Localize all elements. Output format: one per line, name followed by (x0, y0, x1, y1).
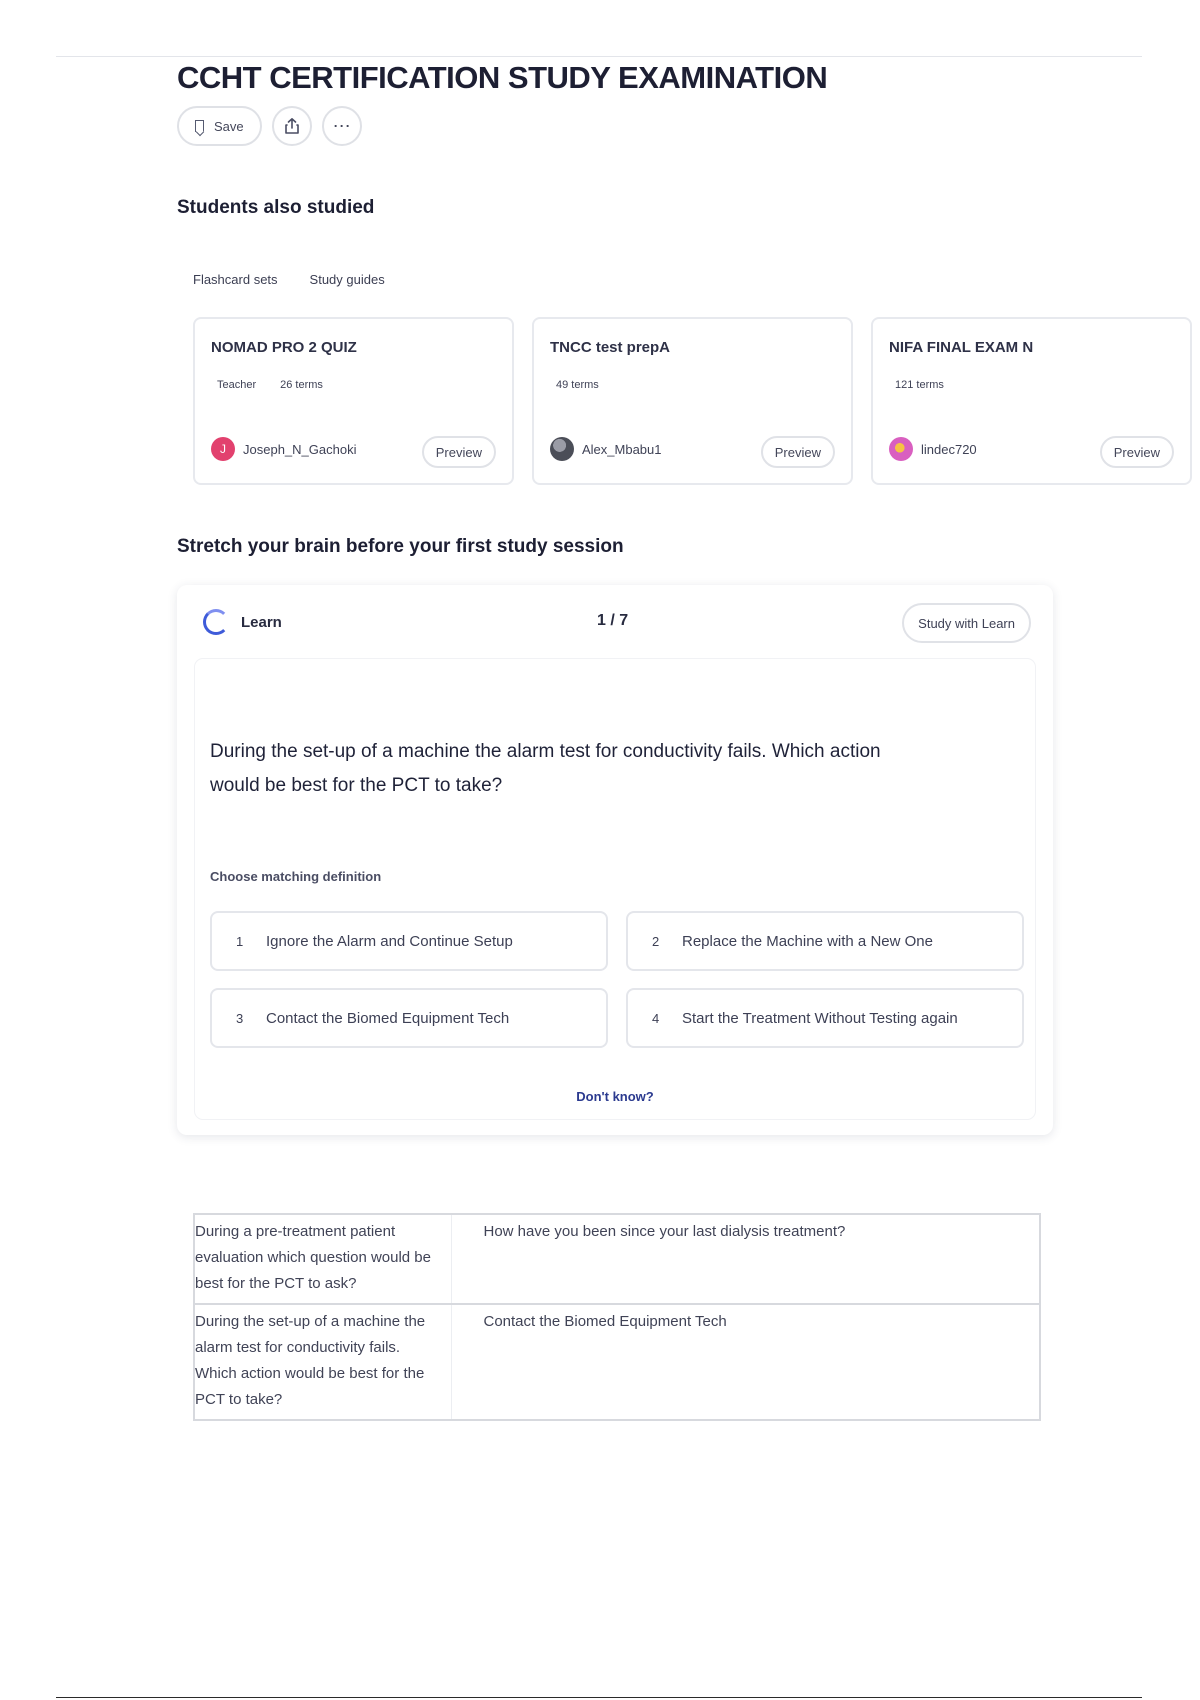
related-sets-carousel (193, 317, 1160, 487)
set-card-meta (556, 379, 599, 391)
choose-label: Choose matching definition (210, 869, 382, 884)
option-text: Start the Treatment Without Testing again (682, 1009, 958, 1027)
bookmark-icon (195, 120, 204, 132)
avatar (889, 437, 913, 461)
answer-option-2[interactable] (626, 911, 1024, 971)
set-card-meta (217, 379, 323, 391)
term-cell: During the set-up of a machine the alarm test for conductivity fails. Which action would be best for the PCT to take? (194, 1304, 451, 1420)
author-name: Joseph_N_Gachoki (243, 441, 357, 457)
tab-flashcard-sets[interactable]: Flashcard sets (193, 272, 278, 287)
question-progress: 1 / 7 (597, 612, 629, 629)
tab-study-guides[interactable]: Study guides (309, 272, 385, 287)
save-button[interactable] (177, 106, 262, 146)
option-number: 1 (236, 933, 244, 949)
set-card-title: TNCC test prepA (550, 339, 671, 356)
page-title: CCHT CERTIFICATION STUDY EXAMINATION (177, 60, 828, 95)
term-count: 26 terms (280, 379, 323, 391)
set-card-author[interactable] (889, 437, 977, 461)
set-card[interactable] (193, 317, 514, 485)
share-button[interactable] (272, 106, 312, 146)
question-text: During the set-up of a machine the alarm test for conductivity fails. Which action would be best for the PCT to take? (210, 741, 881, 796)
more-icon: ⋯ (332, 116, 351, 136)
author-name: lindec720 (921, 441, 977, 457)
terms-table (193, 1213, 1041, 1421)
term-count: 121 terms (895, 379, 944, 391)
answer-option-1[interactable] (210, 911, 608, 971)
bottom-divider (56, 1697, 1142, 1698)
learn-label: Learn (241, 613, 282, 631)
table-row (194, 1304, 1040, 1420)
set-card-title: NIFA FINAL EXAM N (889, 339, 1034, 356)
avatar (550, 437, 574, 461)
set-actions (177, 106, 362, 146)
table-row (194, 1214, 1040, 1304)
learn-header (203, 609, 282, 635)
set-card-title: NOMAD PRO 2 QUIZ (211, 339, 357, 356)
more-options-button[interactable] (322, 106, 362, 146)
answer-option-4[interactable] (626, 988, 1024, 1048)
set-card[interactable] (871, 317, 1192, 485)
term-count: 49 terms (556, 379, 599, 391)
study-tabs (193, 272, 385, 293)
definition-cell: How have you been since your last dialysis treatment? (451, 1214, 1040, 1304)
option-text: Ignore the Alarm and Continue Setup (266, 932, 513, 950)
answer-option-3[interactable] (210, 988, 608, 1048)
answer-options (210, 911, 1020, 1048)
dont-know-link[interactable]: Don't know? (576, 1089, 654, 1104)
set-card-author[interactable] (550, 437, 662, 461)
teacher-badge: Teacher (217, 379, 257, 391)
option-number: 4 (652, 1010, 660, 1026)
top-divider (56, 56, 1142, 57)
learn-panel (177, 585, 1053, 1135)
preview-button[interactable]: Preview (1100, 436, 1174, 468)
learn-mode-icon (203, 609, 229, 635)
author-name: Alex_Mbabu1 (582, 441, 662, 457)
question-card (195, 659, 1035, 1119)
term-cell: During a pre-treatment patient evaluation which question would be best for the PCT to ask? (194, 1214, 451, 1304)
set-card-meta (895, 379, 944, 391)
study-with-learn-button[interactable]: Study with Learn (902, 603, 1031, 643)
stretch-heading: Stretch your brain before your first study session (177, 536, 624, 557)
avatar: J (211, 437, 235, 461)
option-text: Replace the Machine with a New One (682, 932, 933, 950)
option-number: 2 (652, 933, 660, 949)
set-card-author[interactable] (211, 437, 356, 461)
share-icon (283, 117, 301, 135)
students-also-studied-heading: Students also studied (177, 197, 375, 218)
preview-button[interactable]: Preview (761, 436, 835, 468)
save-button-label: Save (214, 118, 244, 134)
option-text: Contact the Biomed Equipment Tech (266, 1009, 510, 1027)
set-card[interactable] (532, 317, 853, 485)
option-number: 3 (236, 1010, 244, 1026)
definition-cell: Contact the Biomed Equipment Tech (451, 1304, 1040, 1420)
preview-button[interactable]: Preview (422, 436, 496, 468)
